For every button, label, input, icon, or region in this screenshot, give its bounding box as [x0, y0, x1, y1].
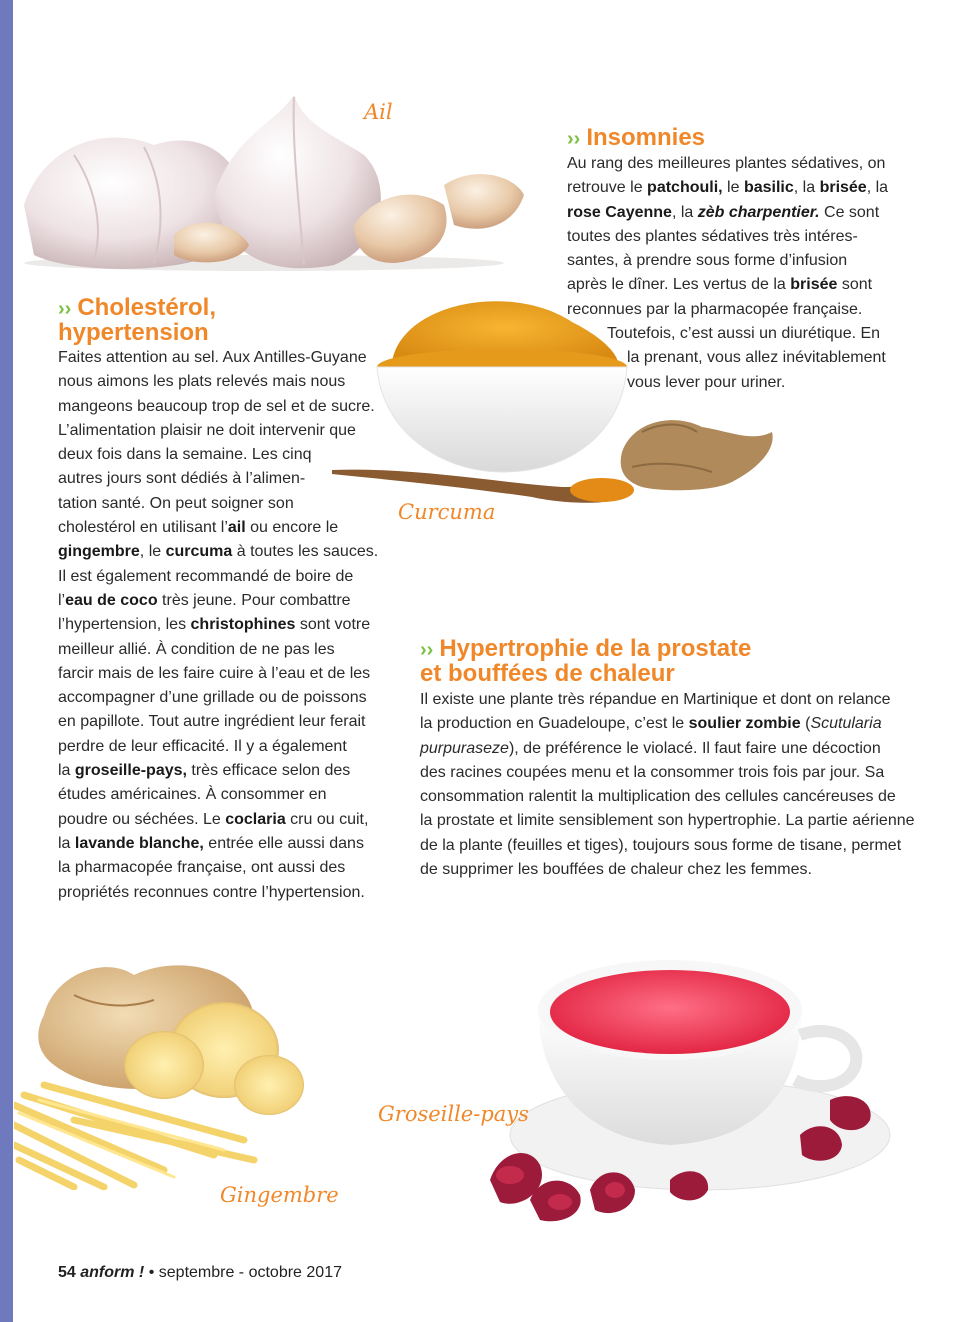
text-run: des racines coupées menu et la consommer trois fois par jour. Sa — [420, 763, 885, 781]
text-run: après le dîner. Les vertus de la — [567, 276, 791, 294]
text-line — [58, 395, 378, 419]
text-line — [58, 759, 378, 783]
prostate-title — [420, 637, 751, 686]
text-line — [420, 737, 915, 761]
text-run: très jeune. Pour combattre — [157, 591, 351, 609]
text-run: en papillote. Tout autre ingrédient leur ferait — [58, 713, 366, 731]
ginger-image — [14, 955, 344, 1190]
footer-separator: • — [148, 1264, 155, 1281]
text-line — [567, 225, 888, 249]
cholesterol-title-line1: Cholestérol, — [77, 294, 217, 321]
emphasis: eau de coco — [65, 591, 158, 609]
tea-cup-image — [470, 940, 910, 1230]
text-run: tation santé. On peut soigner son — [58, 494, 294, 512]
emphasis: christophines — [190, 616, 296, 634]
turmeric-image — [332, 282, 782, 522]
text-line — [58, 856, 378, 880]
prostate-title-line1: Hypertrophie de la prostate — [439, 635, 752, 662]
text-run: de la plante (feuilles et tiges), toujours sous forme de tisane, permet — [420, 836, 902, 854]
emphasis: rose Cayenne — [567, 203, 672, 221]
text-run: , le — [139, 543, 166, 561]
chevron-icon: ›› — [420, 639, 434, 661]
sidebar-stripe — [0, 0, 13, 1322]
cholesterol-title — [58, 296, 216, 345]
text-line — [58, 662, 378, 686]
text-run: très efficace selon des — [186, 762, 351, 780]
chevron-icon: ›› — [567, 128, 581, 150]
text-run: vous lever pour uriner. — [627, 373, 786, 391]
emphasis: gingembre — [58, 543, 140, 561]
emphasis: lavande blanche, — [74, 834, 204, 852]
text-line — [58, 419, 378, 443]
caption-groseille: Groseille-pays — [378, 1102, 529, 1126]
text-run: Il existe une plante très répandue en Martinique et dont on relance — [420, 691, 891, 708]
emphasis: purpuraseze — [420, 739, 509, 757]
text-line — [58, 832, 378, 856]
text-run: poudre ou séchées. Le — [58, 810, 226, 828]
insomnies-title — [567, 126, 705, 151]
emphasis: brisée — [790, 276, 838, 294]
text-run: L’alimentation plaisir ne doit intervenir que — [58, 421, 356, 439]
text-run: le — [722, 179, 744, 197]
text-line — [420, 858, 915, 882]
text-run: la prostate et limite sensiblement son hypertrophie. La partie aérienne — [420, 812, 915, 830]
emphasis: groseille-pays, — [74, 762, 187, 780]
text-run: ou encore le — [245, 519, 339, 537]
text-line — [420, 712, 915, 736]
text-line — [420, 688, 915, 712]
text-line — [58, 881, 378, 905]
prostate-body — [420, 688, 915, 882]
text-line — [58, 686, 378, 710]
emphasis: zèb charpentier. — [697, 203, 820, 221]
text-line — [58, 516, 378, 540]
cholesterol-body — [58, 346, 378, 905]
text-line — [420, 785, 915, 809]
page-footer — [58, 1264, 342, 1282]
text-line — [58, 735, 378, 759]
text-line — [567, 249, 888, 273]
text-line — [420, 809, 915, 833]
text-run: , la — [793, 179, 820, 197]
cholesterol-title-line2: hypertension — [58, 319, 209, 346]
text-line — [58, 467, 378, 491]
text-run: cholestérol en utilisant l’ — [58, 519, 228, 537]
text-line — [567, 176, 888, 200]
text-run: consommation ralentit la multiplication des cellules cancéreuses de — [420, 788, 896, 806]
text-line — [420, 761, 915, 785]
text-line — [58, 613, 378, 637]
emphasis: ail — [227, 519, 246, 537]
garlic-image — [14, 85, 534, 275]
text-line — [58, 808, 378, 832]
text-run: à toutes les sauces. — [232, 543, 379, 561]
emphasis: patchouli, — [647, 179, 723, 197]
text-run: Toutefois, c’est aussi un diurétique. En — [607, 325, 881, 343]
text-line — [58, 710, 378, 734]
text-run: de supprimer les bouffées de chaleur chez les femmes. — [420, 861, 812, 879]
magazine-name: anform ! — [80, 1264, 145, 1281]
emphasis: coclaria — [225, 810, 286, 828]
text-run: santes, à prendre sous forme d’infusion — [567, 252, 848, 270]
text-run: sont — [837, 276, 873, 294]
text-run: retrouve le — [567, 179, 648, 197]
text-run: études américaines. À consommer en — [58, 786, 327, 804]
text-run: mangeons beaucoup trop de sel et de sucre. — [58, 397, 375, 415]
emphasis: curcuma — [165, 543, 233, 561]
text-run: Au rang des meilleures plantes sédatives, on — [567, 155, 886, 172]
text-run: la — [58, 834, 75, 852]
text-run: la pharmacopée française, ont aussi des — [58, 859, 346, 877]
text-run: nous aimons les plats relevés mais nous — [58, 373, 346, 391]
text-run: l’ — [58, 591, 66, 609]
text-run: entrée elle aussi dans — [203, 834, 364, 852]
caption-gingembre: Gingembre — [220, 1183, 339, 1207]
text-line — [420, 834, 915, 858]
text-line — [58, 443, 378, 467]
text-run: accompagner d’une grillade ou de poissons — [58, 689, 367, 707]
insomnies-title-text: Insomnies — [586, 124, 706, 151]
emphasis: Scutularia — [810, 715, 882, 733]
text-line — [58, 589, 378, 613]
text-line — [58, 370, 378, 394]
text-line — [567, 201, 888, 225]
text-run: deux fois dans la semaine. Les cinq — [58, 446, 312, 464]
text-line — [58, 346, 378, 370]
text-run: , la — [866, 179, 889, 197]
prostate-title-line2: et bouffées de chaleur — [420, 660, 675, 687]
text-run: l’hypertension, les — [58, 616, 191, 634]
issue-date: septembre - octobre 2017 — [158, 1264, 342, 1281]
text-run: ), de préférence le violacé. Il faut faire une décoction — [508, 739, 881, 757]
text-run: Il est également recommandé de boire de — [58, 567, 354, 585]
text-run: reconnues par la pharmacopée française. — [567, 300, 863, 318]
text-run: sont votre — [295, 616, 371, 634]
text-run: cru ou cuit, — [285, 810, 369, 828]
text-run: autres jours sont dédiés à l’alimen- — [58, 470, 306, 488]
chevron-icon: ›› — [58, 298, 72, 320]
text-run: ( — [800, 715, 811, 733]
text-run: perdre de leur efficacité. Il y a également — [58, 737, 347, 755]
text-line — [58, 492, 378, 516]
text-run: Ce sont — [819, 203, 880, 221]
text-line — [58, 540, 378, 564]
emphasis: basilic — [743, 179, 794, 197]
text-line — [567, 152, 888, 176]
page-number: 54 — [58, 1264, 76, 1281]
text-line — [58, 638, 378, 662]
text-run: la — [58, 762, 75, 780]
text-run: propriétés reconnues contre l’hypertension. — [58, 883, 365, 901]
text-run: meilleur allié. À condition de ne pas les — [58, 640, 335, 658]
text-run: la production en Guadeloupe, c’est le — [420, 715, 689, 733]
text-run: toutes des plantes sédatives très intéres- — [567, 227, 858, 245]
caption-ail: Ail — [364, 100, 393, 124]
text-line — [58, 565, 378, 589]
emphasis: brisée — [819, 179, 867, 197]
text-run: Faites attention au sel. Aux Antilles-Guyane — [58, 349, 367, 366]
caption-curcuma: Curcuma — [398, 500, 496, 524]
text-run: la prenant, vous allez inévitablement — [627, 349, 886, 367]
text-run: farcir mais de les faire cuire à l’eau et de les — [58, 664, 371, 682]
emphasis: soulier zombie — [688, 715, 801, 733]
text-line — [58, 783, 378, 807]
text-run: , la — [671, 203, 698, 221]
